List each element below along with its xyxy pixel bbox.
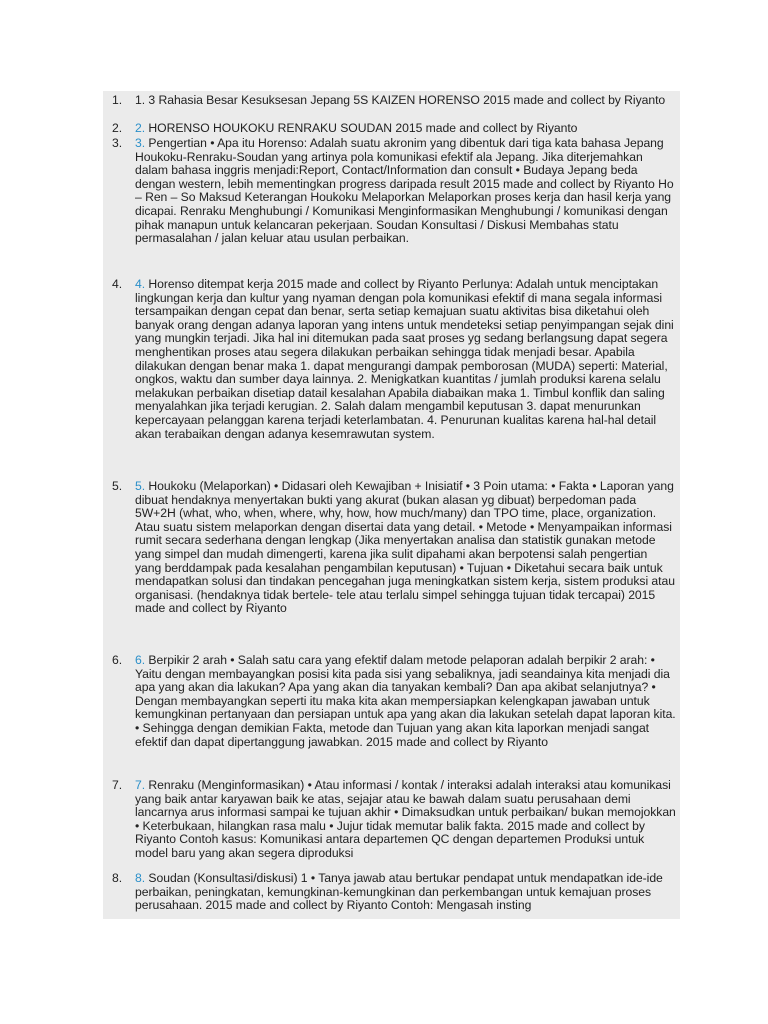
item-link[interactable]: 5. <box>135 479 146 493</box>
list-marker: 7. <box>112 778 123 792</box>
list-marker: 3. <box>112 136 123 150</box>
list-item <box>103 779 680 872</box>
item-link[interactable]: 7. <box>135 778 146 792</box>
item-text: 1. 3 Rahasia Besar Kesuksesan Jepang 5S KAIZEN HORENSO 2015 made and collect by Riyanto <box>135 93 666 107</box>
item-link[interactable]: 2. <box>135 121 146 135</box>
list-item <box>103 654 680 779</box>
list-item <box>103 94 680 122</box>
slide-text-list <box>103 91 680 913</box>
item-text: Houkoku (Melaporkan) • Didasari oleh Kewajiban + Inisiatif • 3 Poin utama: • Fakta • Laporan yang dibuat hendaknya menyertakan bukti yang akurat (bukan alasan yg dibuat) berpedoman pada 5W+2H (what, who, when, where, why, how, how much/many) dan TPO time, place, organization. Atau suatu sistem melaporkan dengan disertai data yang detail. • Metode • Menyampaikan informasi rumit secara sederhana dengan lengkap (Jika menyertakan analisa dan statistik gunakan metode yang simpel dan mudah dimengerti, karena jika sulit dipahami akan berpotensi salah pengertian yang berddampak pada kesalahan pengambilan keputusan) • Tujuan • Diketahui secara baik untuk mendapatkan solusi dan tindakan pencegahan juga meningkatkan sistem kerja, sistem produksi atau organisasi. (hendaknya tidak bertele- tele atau terlalu simpel sehingga tujuan tidak tercapai) 2015 made and collect by Riyanto <box>135 479 675 616</box>
item-text: HORENSO HOUKOKU RENRAKU SOUDAN 2015 made and collect by Riyanto <box>145 121 578 135</box>
list-marker: 2. <box>112 121 123 135</box>
item-link[interactable]: 6. <box>135 653 146 667</box>
item-text: Horenso ditempat kerja 2015 made and collect by Riyanto Perlunya: Adalah untuk menciptakan lingkungan kerja dan kultur yang nyaman dengan pola komunikasi efektif di mana segala informasi tersampaikan dengan cepat dan benar, serta setiap kemajuan suatu aktivitas bisa diketahui oleh banyak orang dengan adanya laporan yang intens untuk mendeteksi setiap penyimpangan sejak dini yang mungkin terjadi. Jika hal ini ditemukan pada saat proses yg sedang berlangsung dapat segera menghentikan proses atau segera dilakukan perbaikan sehingga tidak menjadi besar. Apabila dilakukan dengan benar maka 1. dapat mengurangi dampak pemborosan (MUDA) seperti: Material, ongkos, waktu dan sumber daya lainnya. 2. Menigkatkan kuantitas / jumlah produksi karena selalu melakukan perbaikan disetiap datail kesalahan Apabila diabaikan maka 1. Timbul konflik dan saling menyalahkan jika terjadi kerugian. 2. Salah dalam mengambil keputusan 3. dapat menurunkan kepercayaan pelanggan karena terjadi keterlambatan. 4. Penurunan kualitas karena hal-hal detail akan terabaikan dengan adanya kesemrawutan system. <box>135 277 674 441</box>
item-text: Pengertian • Apa itu Horenso: Adalah suatu akronim yang dibentuk dari tiga kata bahasa Jepang Houkoku-Renraku-Soudan yang artinya pola komunikasi efektif ala Jepang. Jika diterjemahkan dalam bahasa inggris menjadi:Report, Contact/Information dan consult • Budaya Jepang beda dengan western, lebih mementingkan progress daripada result 2015 made and collect by Riyanto Ho – Ren – So Maksud Keterangan Houkoku Melaporkan Melaporkan proses kerja dan hasil kerja yang dicapai. Renraku Menghubungi / Komunikasi Menginformasikan Menghubungi / komunikasi dengan pihak manapun untuk kelancaran pekerjaan. Soudan Konsultasi / Diskusi Membahas statu permasalahan / jalan keluar atau usulan perbaikan. <box>135 136 674 246</box>
list-item <box>103 122 680 137</box>
item-text: Berpikir 2 arah • Salah satu cara yang efektif dalam metode pelaporan adalah berpikir 2 arah: • Yaitu dengan membayangkan posisi kita pada sisi yang sebaliknya, jadi seandainya kita menjadi dia apa yang akan dia lakukan? Apa yang akan dia tanyakan kembali? Dan apa akibat selanjutnya? • Dengan membayangkan seperti itu maka kita akan mempersiapkan kelengkapan jawaban untuk kemungkinan pertanyaan dan persiapan untuk apa yang akan dia lakukan setelah dapat laporan kita. • Sehingga dengan demikian Fakta, metode dan Tujuan yang akan kita laporkan menjadi sangat efektif dan dapat dipertanggung jawabkan. 2015 made and collect by Riyanto <box>135 653 676 749</box>
item-text: Soudan (Konsultasi/diskusi) 1 • Tanya jawab atau bertukar pendapat untuk mendapatkan ide-ide perbaikan, peningkatan, kemungkinan-kemungkinan dan perkembangan untuk kemajuan proses perusahaan. 2015 made and collect by Riyanto Contoh: Mengasah insting <box>135 871 663 913</box>
list-item <box>103 872 680 913</box>
list-marker: 4. <box>112 277 123 291</box>
item-link[interactable]: 4. <box>135 277 146 291</box>
list-marker: 1. <box>112 93 123 107</box>
list-marker: 8. <box>112 871 123 885</box>
item-link[interactable]: 8. <box>135 871 146 885</box>
document-panel <box>103 91 680 919</box>
item-text: Renraku (Menginformasikan) • Atau informasi / kontak / interaksi adalah interaksi atau komunikasi yang baik antar karyawan baik ke atas, sejajar atau ke bawah dalam suatu perusahaan demi lancarnya arus informasi sampai ke tujuan akhir • Dimaksudkan untuk perbaikan/ bukan memojokkan • Keterbukaan, hilangkan rasa malu • Jujur tidak memutar balik fakta. 2015 made and collect by Riyanto Contoh kasus: Komunikasi antara departemen QC dengan departemen Produksi untuk model baru yang akan segera diproduksi <box>135 778 676 860</box>
list-item <box>103 137 680 278</box>
list-marker: 5. <box>112 479 123 493</box>
list-item <box>103 278 680 480</box>
list-item <box>103 480 680 654</box>
list-marker: 6. <box>112 653 123 667</box>
item-link[interactable]: 3. <box>135 136 146 150</box>
